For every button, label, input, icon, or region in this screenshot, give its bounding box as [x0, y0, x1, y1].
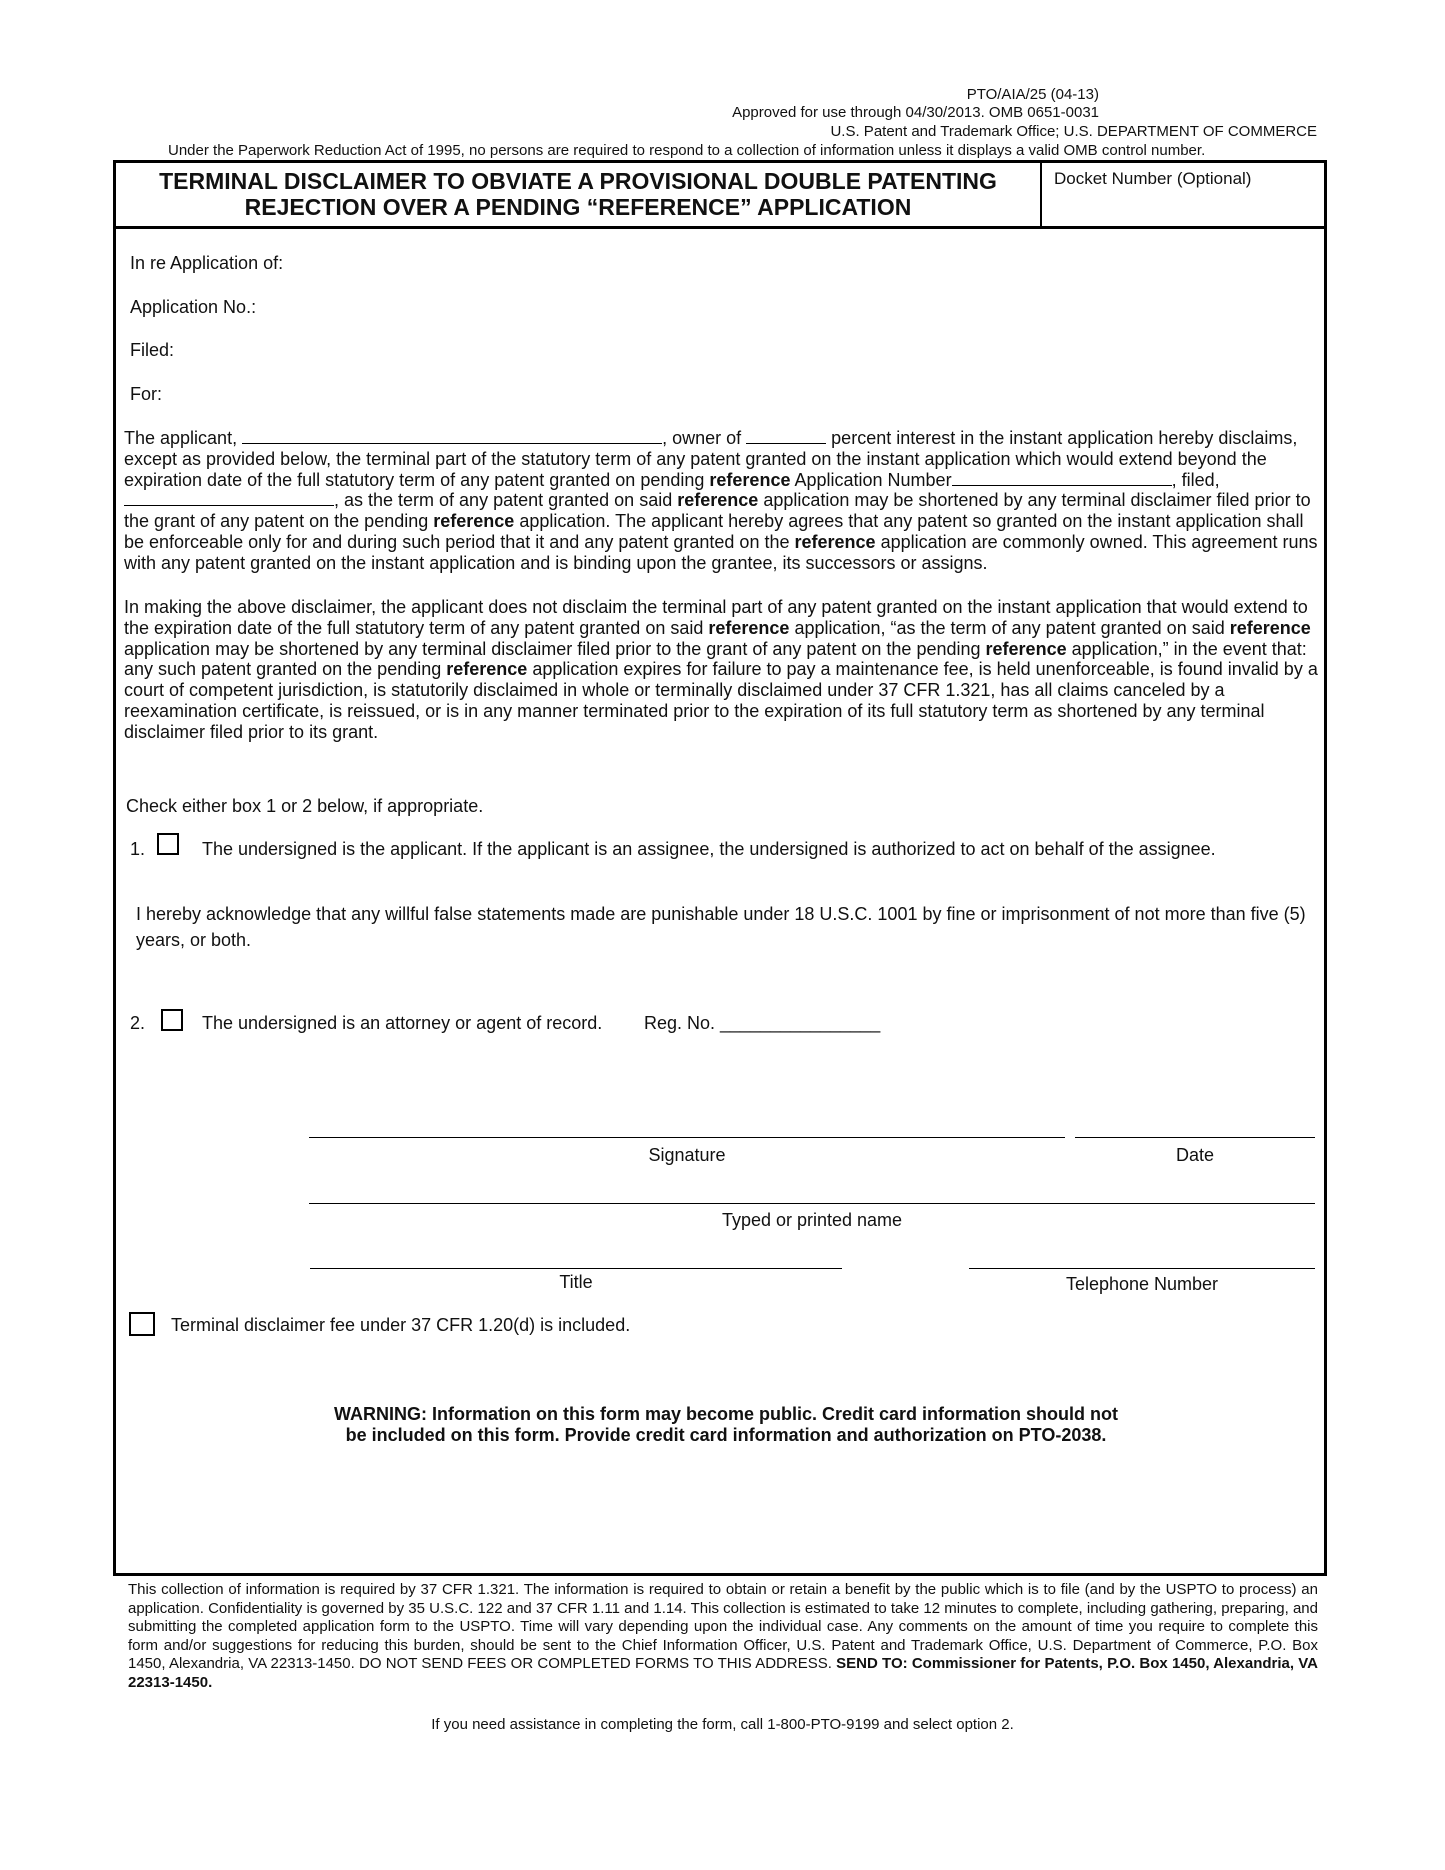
para1-text-a: The applicant,: [124, 428, 238, 448]
send-to-address: SEND TO: Commissioner for Patents, P.O. Box 1450, Alexandria, VA 22313-1450.: [128, 1655, 1318, 1691]
fee-included-checkbox[interactable]: [129, 1312, 155, 1336]
reference-bold: reference: [677, 490, 759, 511]
reference-bold: reference: [709, 469, 791, 490]
burden-statement: [128, 1581, 1318, 1693]
burden-statement-body: This collection of information is required by 37 CFR 1.321. The information is required to obtain or retain a benefit by the public which is to file (and by the USPTO to process) an application. Confidentiality is governed by 35 U.S.C. 122 and 37 CFR 1.11 and 1.14. This collection is estimated to take 12 minutes to complete, including gathering, preparing, and submitting the completed application form to the USPTO. Time will vary depending upon the individual case. Any comments on the amount of time you require to complete this form and/or suggestions for reducing this burden, should be sent to the Chief Information Officer, U.S. Patent and Trademark Office, U.S. Department of Commerce, P.O. Box 1450, Alexandria, VA 22313-1450. DO NOT SEND FEES OR COMPLETED FORMS TO THIS ADDRESS.: [128, 1581, 1318, 1673]
filed-label: Filed:: [130, 340, 175, 360]
para2-text-e: application expires for failure to pay a maintenance fee, is held unenforceable, is found invalid by a court of competent jurisdiction, is statutorily disclaimed in whole or terminally disclaimed under 37 CFR 1.321, has all claims canceled by a reexamination certificate, is reissued, or is in any manner terminated prior to the expiration of its full statutory term as shortened by any terminal disclaimer filed prior to its grant.: [124, 659, 1318, 742]
para1-text-c: percent interest in the instant application hereby disclaims, except as provided below, the terminal part of the statutory term of any patent granted on the instant application which would extend beyond the expiration date of the full statutory term of any patent granted on pending: [124, 428, 1298, 490]
title-line[interactable]: [310, 1268, 842, 1269]
option-2-text: The undersigned is an attorney or agent of record.: [202, 1013, 603, 1033]
omb-approval: Approved for use through 04/30/2013. OMB 0651-0031: [732, 104, 1099, 121]
reference-filed-date-blank[interactable]: [124, 491, 334, 506]
option-1-number: 1.: [130, 839, 146, 859]
typed-name-line[interactable]: [309, 1203, 1315, 1204]
check-instruction: Check either box 1 or 2 below, if appropriate.: [126, 796, 484, 816]
registration-number-field[interactable]: Reg. No. ________________: [644, 1013, 881, 1033]
agency-line: U.S. Patent and Trademark Office; U.S. DEPARTMENT OF COMMERCE: [830, 123, 1317, 140]
typed-name-label: Typed or printed name: [721, 1210, 903, 1230]
assistance-line: If you need assistance in completing the form, call 1-800-PTO-9199 and select option 2.: [431, 1716, 1014, 1733]
signature-label: Signature: [648, 1145, 726, 1165]
para2-text-b: application, “as the term of any patent granted on said: [794, 617, 1225, 638]
para2-text-a: In making the above disclaimer, the applicant does not disclaim the terminal part of any patent granted on the instant application that would extend to the expiration date of the full statutory term of any patent granted on said: [124, 597, 1308, 638]
disclaimer-paragraph: The applicant, , owner of percent interest in the instant application hereby disclaims, except as provided below, the terminal part of the statutory term of any patent granted on the instant application which would extend beyond the expiration date of the full statutory term of any patent granted on pending reference Application Number , filed, , as the term of any patent granted on said reference application may be shortened by any terminal disclaimer filed prior to the grant of any patent on the pending reference application. The applicant hereby agrees that any patent so granted on the instant application shall be enforceable only for and during such period that it and any patent granted on the reference application are commonly owned. This agreement runs with any patent granted on the instant application and is binding upon the grantee, its successors or assigns.: [124, 428, 1318, 573]
applicant-checkbox[interactable]: [157, 833, 179, 855]
reference-bold: reference: [1229, 617, 1311, 638]
title-line-1: TERMINAL DISCLAIMER TO OBVIATE A PROVISIONAL DOUBLE PATENTING: [159, 168, 997, 194]
reference-bold: reference: [433, 511, 515, 532]
option-2-number: 2.: [130, 1013, 146, 1033]
reference-bold: reference: [708, 617, 790, 638]
title-label: Title: [559, 1272, 593, 1292]
reference-application-number-blank[interactable]: [952, 471, 1172, 486]
warning-line-1: WARNING: Information on this form may become public. Credit card information should not: [333, 1404, 1119, 1424]
paperwork-notice: Under the Paperwork Reduction Act of 1995, no persons are required to respond to a collection of information unless it displays a valid OMB control number.: [168, 142, 1206, 159]
para1-text-b: , owner of: [662, 428, 742, 448]
for-label: For:: [130, 384, 163, 404]
title-line-2: REJECTION OVER A PENDING “REFERENCE” APPLICATION: [244, 194, 912, 220]
reference-bold: reference: [985, 638, 1067, 659]
telephone-label: Telephone Number: [1065, 1274, 1219, 1294]
date-line[interactable]: [1075, 1137, 1315, 1138]
para1-text-e: filed,: [1181, 469, 1220, 490]
para1-text-d: Application Number: [794, 469, 952, 490]
attorney-checkbox[interactable]: [161, 1009, 183, 1031]
para2-text-c: application may be shortened by any terminal disclaimer filed prior to the grant of any patent on the pending: [124, 638, 981, 659]
in-re-application-label: In re Application of:: [130, 253, 284, 273]
date-label: Date: [1175, 1145, 1215, 1165]
exception-paragraph: [124, 597, 1324, 743]
reference-bold: reference: [446, 659, 528, 680]
telephone-line[interactable]: [969, 1268, 1315, 1269]
para1-text-h: application. The applicant hereby agrees that any patent so granted on the instant application shall be enforceable only for and during such period that it and any patent granted on the: [124, 511, 1304, 552]
para1-text-f: , as the term of any patent granted on said: [334, 490, 673, 511]
para2-text-d: application,” in the event that: any such patent granted on the pending: [124, 638, 1307, 680]
form-id: PTO/AIA/25 (04-13): [966, 86, 1099, 103]
para1-text-i: application are commonly owned. This agreement runs with any patent granted on the instant application and is binding upon the grantee, its successors or assigns.: [124, 531, 1318, 573]
docket-number-field[interactable]: [1042, 163, 1324, 229]
warning-line-2: be included on this form. Provide credit card information and authorization on PTO-2038.: [345, 1425, 1107, 1445]
percent-interest-blank[interactable]: [746, 429, 826, 444]
fee-included-text: Terminal disclaimer fee under 37 CFR 1.20(d) is included.: [171, 1315, 631, 1335]
form-frame: [113, 160, 1327, 1576]
applicant-name-blank[interactable]: [242, 429, 662, 444]
warning-notice: [306, 1404, 1146, 1446]
docket-number-label: Docket Number (Optional): [1054, 169, 1252, 188]
para1-text-g: application may be shortened by any terminal disclaimer filed prior to the grant of any patent on the pending: [124, 490, 1311, 532]
application-no-label: Application No.:: [130, 297, 257, 317]
signature-line[interactable]: [309, 1137, 1065, 1138]
option-1-text: The undersigned is the applicant. If the applicant is an assignee, the undersigned is authorized to act on behalf of the assignee.: [202, 839, 1216, 859]
acknowledgement-text: I hereby acknowledge that any willful false statements made are punishable under 18 U.S.C. 1001 by fine or imprisonment of not more than five (5) years, or both.: [136, 904, 1306, 950]
form-title: [116, 163, 1042, 229]
reference-bold: reference: [794, 531, 876, 552]
